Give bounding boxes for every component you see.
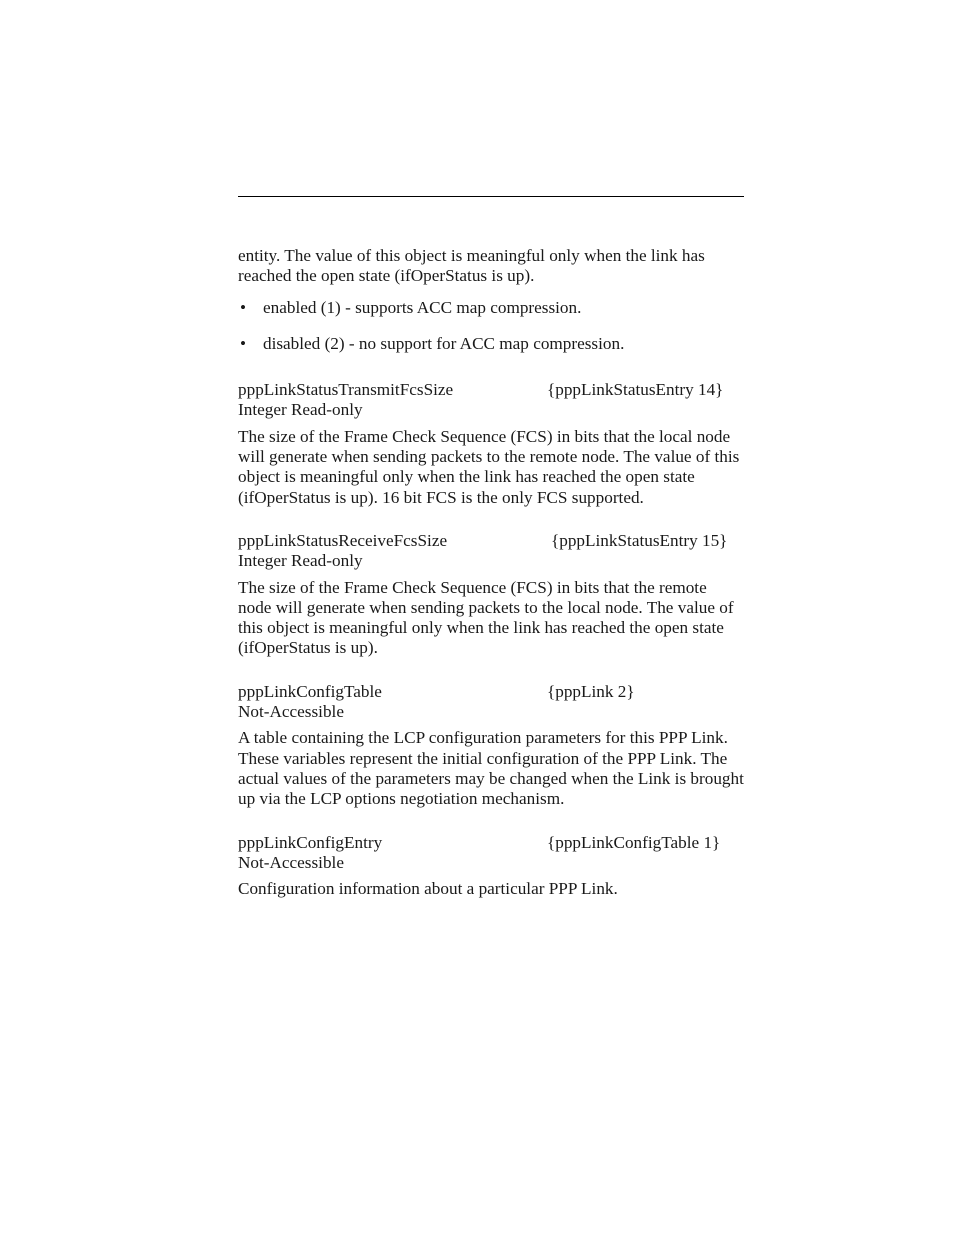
bullet-item-disabled [238,334,744,354]
entry-oid: {pppLinkStatusEntry 14} [547,380,724,400]
bullet-text: disabled (2) - no support for ACC map compression. [263,333,625,353]
entry-heading [238,380,744,400]
entry-description: The size of the Frame Check Sequence (FCS) in bits that the local node will generate when sending packets to the remote node. The value of this object is meaningful only when the link has reached the open state (ifOperStatus is up). 16 bit FCS is the only FCS supported. [238,426,740,507]
page-content [238,246,744,899]
entry-oid: {pppLinkConfigTable 1} [547,832,721,852]
entry-oid: {pppLinkStatusEntry 15} [551,530,728,550]
entry-name: pppLinkStatusTransmitFcsSize [238,380,454,400]
mib-entry-receive-fcs-size [238,531,744,659]
entry-syntax-access: Not-Accessible [238,852,344,872]
entry-syntax-access: Integer Read-only [238,400,363,420]
entry-name: pppLinkConfigTable [238,681,382,701]
entry-heading [238,531,744,551]
entry-heading [238,833,744,853]
header-rule [238,196,744,197]
mib-entry-transmit-fcs-size [238,380,744,508]
entry-description: Configuration information about a particular PPP Link. [238,879,618,899]
bullet-icon: • [240,297,247,317]
bullet-list [238,298,744,355]
entry-syntax-access: Not-Accessible [238,702,344,722]
entry-name: pppLinkConfigEntry [238,832,383,852]
entry-description: The size of the Frame Check Sequence (FCS) in bits that the remote node will generate when sending packets to the local node. The value of this object is meaningful only when the link has reached the open state (ifOperStatus is up). [238,577,734,658]
intro-paragraph: entity. The value of this object is meaningful only when the link has reached the open state (ifOperStatus is up). [238,246,705,286]
bullet-item-enabled [238,298,744,318]
bullet-icon: • [240,333,247,353]
entry-oid: {pppLink 2} [547,681,635,701]
mib-entry-config-table [238,682,744,810]
entry-heading [238,682,744,702]
entry-description: A table containing the LCP configuration parameters for this PPP Link. These variables represent the initial configuration of the PPP Link. The actual values of the parameters may be changed when the Link is brought up via the LCP options negotiation mechanism. [238,728,744,809]
entry-name: pppLinkStatusReceiveFcsSize [238,530,448,550]
mib-entry-config-entry [238,833,744,900]
bullet-text: enabled (1) - supports ACC map compression. [263,297,582,317]
entry-syntax-access: Integer Read-only [238,551,363,571]
